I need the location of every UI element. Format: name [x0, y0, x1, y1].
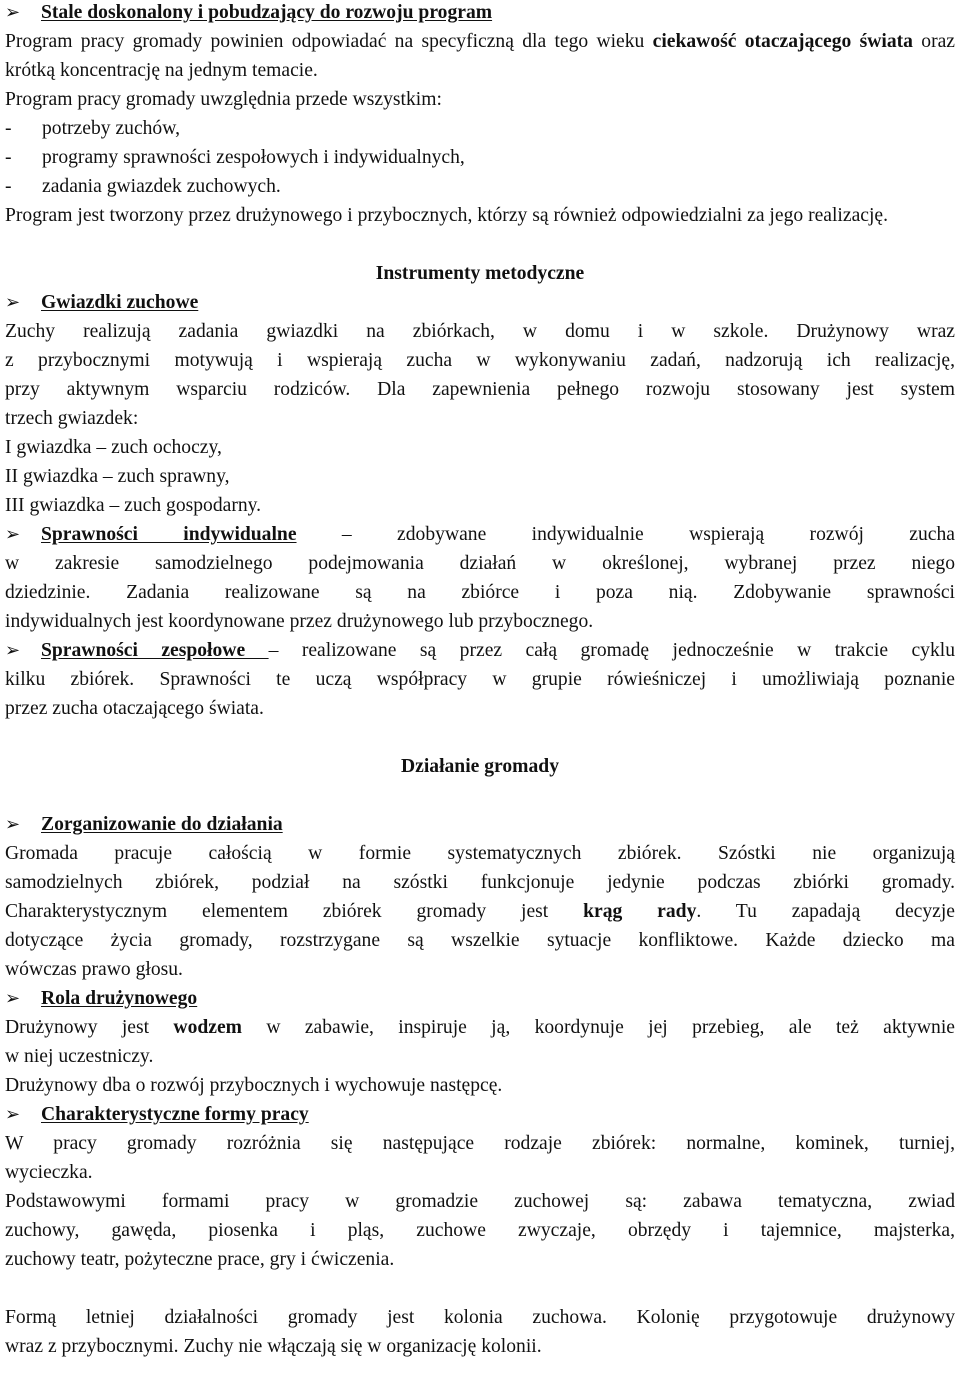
- paragraph-line: wraz z przybocznymi. Zuchy nie włączają się w organizację kolonii.: [5, 1336, 542, 1357]
- section-title: Instrumenty metodyczne: [375, 263, 585, 284]
- arrow-bullet-icon: ➢: [5, 524, 21, 545]
- paragraph-line: kilku zbiórek. Sprawności te uczą współpracy w grupie rówieśniczej i umożliwiają poznanie: [5, 669, 955, 690]
- paragraph-line: zuchowy teatr, pożyteczne prace, gry i ćwiczenia.: [5, 1249, 395, 1270]
- list-item: III gwiazdka – zuch gospodarny.: [5, 495, 262, 516]
- arrow-bullet-icon: ➢: [5, 988, 21, 1009]
- list-item: - programy sprawności zespołowych i indywidualnych,: [5, 147, 465, 168]
- arrow-bullet-icon: ➢: [5, 814, 21, 835]
- paragraph: Program pracy gromady powinien odpowiadać na specyficzną dla tego wieku ciekawość otaczającego świata oraz krótką koncentrację na jednym temacie.: [5, 31, 955, 81]
- paragraph-line: Formą letniej działalności gromady jest kolonia zuchowa. Kolonię przygotowuje drużynowy: [5, 1307, 955, 1328]
- paragraph-line: indywidualnych jest koordynowane przez drużynowego lub przybocznego.: [5, 611, 594, 632]
- paragraph-line: w niej uczestniczy.: [5, 1046, 154, 1067]
- paragraph-line: trzech gwiazdek:: [5, 408, 139, 429]
- paragraph-line: dotyczące życia gromady, rozstrzygane są wszelkie sytuacje konfliktowe. Każde dziecko ma: [5, 930, 955, 951]
- arrow-bullet-icon: ➢: [5, 1104, 21, 1125]
- section-heading-organizacja: ➢ Zorganizowanie do działania: [5, 810, 955, 839]
- paragraph-line: samodzielnych zbiórek, podział na szóstki funkcjonuje jedynie podczas zbiórki gromady.: [5, 872, 955, 893]
- section-heading-formy: ➢ Charakterystyczne formy pracy: [5, 1100, 955, 1129]
- paragraph-line: przy aktywnym wsparciu rodziców. Dla zapewnienia pełnego rozwoju stosowany jest system: [5, 379, 955, 400]
- arrow-bullet-icon: ➢: [5, 292, 21, 313]
- arrow-bullet-icon: ➢: [5, 2, 21, 23]
- list-item: - zadania gwiazdek zuchowych.: [5, 176, 281, 197]
- paragraph-line: W pracy gromady rozróżnia się następujące rodzaje zbiórek: normalne, kominek, turniej,: [5, 1133, 955, 1154]
- section-heading-gwiazdki: ➢ Gwiazdki zuchowe: [5, 288, 955, 317]
- paragraph-line: Drużynowy dba o rozwój przybocznych i wychowuje następcę.: [5, 1075, 503, 1096]
- arrow-bullet-icon: ➢: [5, 640, 21, 661]
- paragraph: Program jest tworzony przez drużynowego i przybocznych, którzy są również odpowiedzialni za jego realizację.: [5, 205, 889, 226]
- paragraph-line: Gromada pracuje całością w formie systematycznych zbiórek. Szóstki nie organizują: [5, 843, 955, 864]
- section-heading-rola: ➢ Rola drużynowego: [5, 984, 955, 1013]
- document-page: [5, 0, 955, 1361]
- paragraph-line: z przybocznymi motywują i wspierają zucha w wykonywaniu zadań, nadzorują ich realizację,: [5, 350, 955, 371]
- list-item: II gwiazdka – zuch sprawny,: [5, 466, 230, 487]
- paragraph-line: Charakterystycznym elementem zbiórek gromady jest krąg rady. Tu zapadają decyzje: [5, 901, 955, 922]
- paragraph-line: przez zucha otaczającego świata.: [5, 698, 264, 719]
- section-title: Działanie gromady: [400, 756, 559, 777]
- paragraph-line: wówczas prawo głosu.: [5, 959, 183, 980]
- paragraph-line: zuchowy, gawęda, piosenka i pląs, zuchowe zwyczaje, obrzędy i tajemnice, majsterka,: [5, 1220, 955, 1241]
- paragraph-line: wycieczka.: [5, 1162, 93, 1183]
- section-heading-program: ➢ Stale doskonalony i pobudzający do rozwoju program: [5, 0, 955, 27]
- section-heading-sprawnosci-indywidualne: ➢ Sprawności indywidualne – zdobywane indywidualnie wspierają rozwój zucha: [5, 520, 955, 549]
- paragraph-line: Drużynowy jest wodzem w zabawie, inspiruje ją, koordynuje jej przebieg, ale też aktywnie: [5, 1017, 955, 1038]
- list-item: I gwiazdka – zuch ochoczy,: [5, 437, 222, 458]
- section-heading-sprawnosci-zespolowe: ➢ Sprawności zespołowe – realizowane są przez całą gromadę jednocześnie w trakcie cyklu: [5, 636, 955, 665]
- paragraph-line: Zuchy realizują zadania gwiazdki na zbiórkach, w domu i w szkole. Drużynowy wraz: [5, 321, 955, 342]
- paragraph-line: Podstawowymi formami pracy w gromadzie zuchowej są: zabawa tematyczna, zwiad: [5, 1191, 955, 1212]
- paragraph-line: w zakresie samodzielnego podejmowania działań w określonej, wybranej przez niego: [5, 553, 955, 574]
- list-item: - potrzeby zuchów,: [5, 118, 181, 139]
- paragraph-line: dziedzinie. Zadania realizowane są na zbiórce i poza nią. Zdobywanie sprawności: [5, 582, 955, 603]
- paragraph: Program pracy gromady uwzględnia przede wszystkim:: [5, 89, 442, 110]
